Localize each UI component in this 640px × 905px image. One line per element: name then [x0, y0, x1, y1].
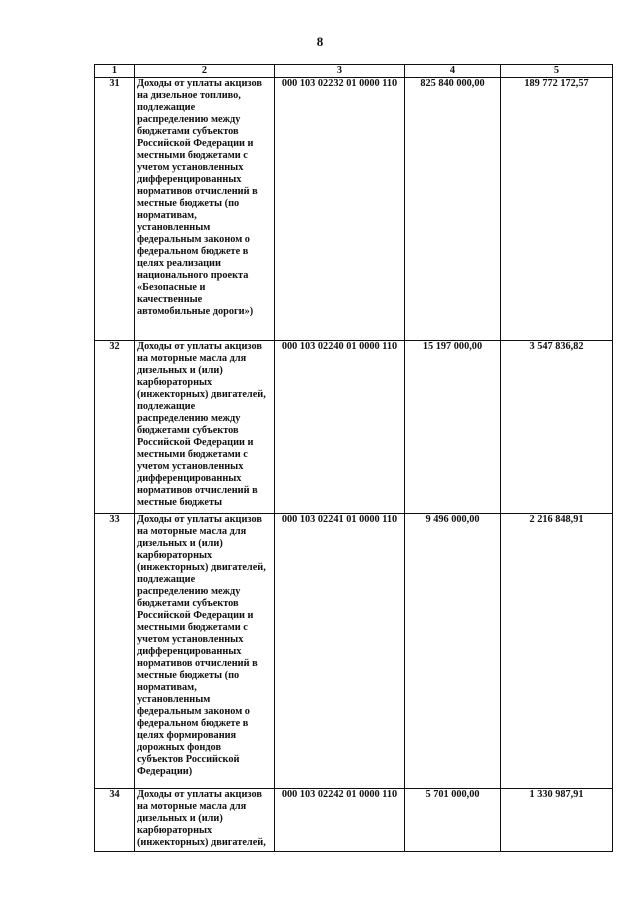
description-line: распределению между: [137, 586, 241, 597]
description-line: (инжекторных) двигателей,: [137, 562, 266, 573]
description-line: целях формирования: [137, 730, 237, 741]
description-line: установленным: [137, 222, 211, 233]
table-row: [95, 341, 613, 514]
description-line: учетом установленных: [137, 634, 244, 645]
description-line: на моторные масла для: [137, 526, 247, 537]
row-description: [135, 341, 275, 514]
description-line: Доходы от уплаты акцизов: [137, 341, 262, 352]
page-number: 8: [316, 34, 324, 49]
row-fact-amount: 3 547 836,82: [501, 341, 613, 514]
description-line: учетом установленных: [137, 162, 244, 173]
description-line: карбюраторных: [137, 825, 213, 836]
row-budget-code: 000 103 02240 01 0000 110: [275, 341, 405, 514]
row-plan-amount: 825 840 000,00: [405, 78, 501, 341]
description-line: бюджетами субъектов: [137, 425, 239, 436]
table-row: [95, 514, 613, 789]
column-header-5: 5: [501, 65, 613, 78]
description-line: Российской Федерации и: [137, 610, 254, 621]
description-line: подлежащие: [137, 401, 196, 412]
description-line: подлежащие: [137, 574, 196, 585]
description-line: федеральном бюджете в: [137, 718, 249, 729]
row-plan-amount: 15 197 000,00: [405, 341, 501, 514]
description-line: местными бюджетами с: [137, 449, 248, 460]
row-description: [135, 78, 275, 341]
description-line: карбюраторных: [137, 550, 213, 561]
description-line: распределению между: [137, 114, 241, 125]
description-line: бюджетами субъектов: [137, 598, 239, 609]
description-line: «Безопасные и: [137, 282, 206, 293]
table-body: [95, 78, 613, 852]
row-budget-code: 000 103 02232 01 0000 110: [275, 78, 405, 341]
description-line: Российской Федерации и: [137, 437, 254, 448]
description-line: целях реализации: [137, 258, 221, 269]
description-line: дифференцированных: [137, 174, 242, 185]
row-fact-amount: 2 216 848,91: [501, 514, 613, 789]
description-line: местными бюджетами с: [137, 622, 248, 633]
row-plan-amount: 5 701 000,00: [405, 789, 501, 852]
description-line: местные бюджеты (по: [137, 198, 240, 209]
row-number: 32: [95, 341, 135, 514]
row-number: 31: [95, 78, 135, 341]
description-line: учетом установленных: [137, 461, 244, 472]
description-line: дизельных и (или): [137, 365, 223, 376]
description-line: Федерации): [137, 766, 193, 777]
row-budget-code: 000 103 02242 01 0000 110: [275, 789, 405, 852]
description-line: нормативов отчислений в: [137, 485, 258, 496]
description-line: федеральном бюджете в: [137, 246, 249, 257]
row-number: 33: [95, 514, 135, 789]
description-line: на дизельное топливо,: [137, 90, 241, 101]
description-line: подлежащие: [137, 102, 196, 113]
description-line: Доходы от уплаты акцизов: [137, 514, 262, 525]
description-line: Российской Федерации и: [137, 138, 254, 149]
description-line: местными бюджетами с: [137, 150, 248, 161]
description-line: национального проекта: [137, 270, 249, 281]
description-line: дифференцированных: [137, 646, 242, 657]
column-header-1: 1: [95, 65, 135, 78]
row-plan-amount: 9 496 000,00: [405, 514, 501, 789]
table-row: [95, 78, 613, 341]
description-line: на моторные масла для: [137, 801, 247, 812]
row-fact-amount: 1 330 987,91: [501, 789, 613, 852]
description-line: дифференцированных: [137, 473, 242, 484]
description-line: автомобильные дороги»): [137, 306, 254, 317]
description-line: (инжекторных) двигателей,: [137, 389, 266, 400]
description-line: дизельных и (или): [137, 538, 223, 549]
description-line: качественные: [137, 294, 203, 305]
description-line: на моторные масла для: [137, 353, 247, 364]
description-line: Доходы от уплаты акцизов: [137, 78, 262, 89]
row-description: [135, 789, 275, 852]
description-line: нормативов отчислений в: [137, 658, 258, 669]
description-line: нормативам,: [137, 682, 197, 693]
description-line: распределению между: [137, 413, 241, 424]
description-line: федеральным законом о: [137, 706, 250, 717]
description-line: субъектов Российской: [137, 754, 240, 765]
description-line: нормативов отчислений в: [137, 186, 258, 197]
row-fact-amount: 189 772 172,57: [501, 78, 613, 341]
budget-table: [94, 64, 613, 852]
description-line: дорожных фондов: [137, 742, 222, 753]
description-line: федеральным законом о: [137, 234, 250, 245]
description-line: дизельных и (или): [137, 813, 223, 824]
row-number: 34: [95, 789, 135, 852]
row-budget-code: 000 103 02241 01 0000 110: [275, 514, 405, 789]
column-header-2: 2: [135, 65, 275, 78]
description-line: местные бюджеты (по: [137, 670, 240, 681]
description-line: нормативам,: [137, 210, 197, 221]
row-description: [135, 514, 275, 789]
description-line: установленным: [137, 694, 211, 705]
description-line: бюджетами субъектов: [137, 126, 239, 137]
column-header-3: 3: [275, 65, 405, 78]
column-header-4: 4: [405, 65, 501, 78]
description-line: местные бюджеты: [137, 497, 223, 508]
description-line: карбюраторных: [137, 377, 213, 388]
description-line: Доходы от уплаты акцизов: [137, 789, 262, 800]
description-line: (инжекторных) двигателей,: [137, 837, 266, 848]
table-row: [95, 789, 613, 852]
table-header-row: [95, 65, 613, 78]
